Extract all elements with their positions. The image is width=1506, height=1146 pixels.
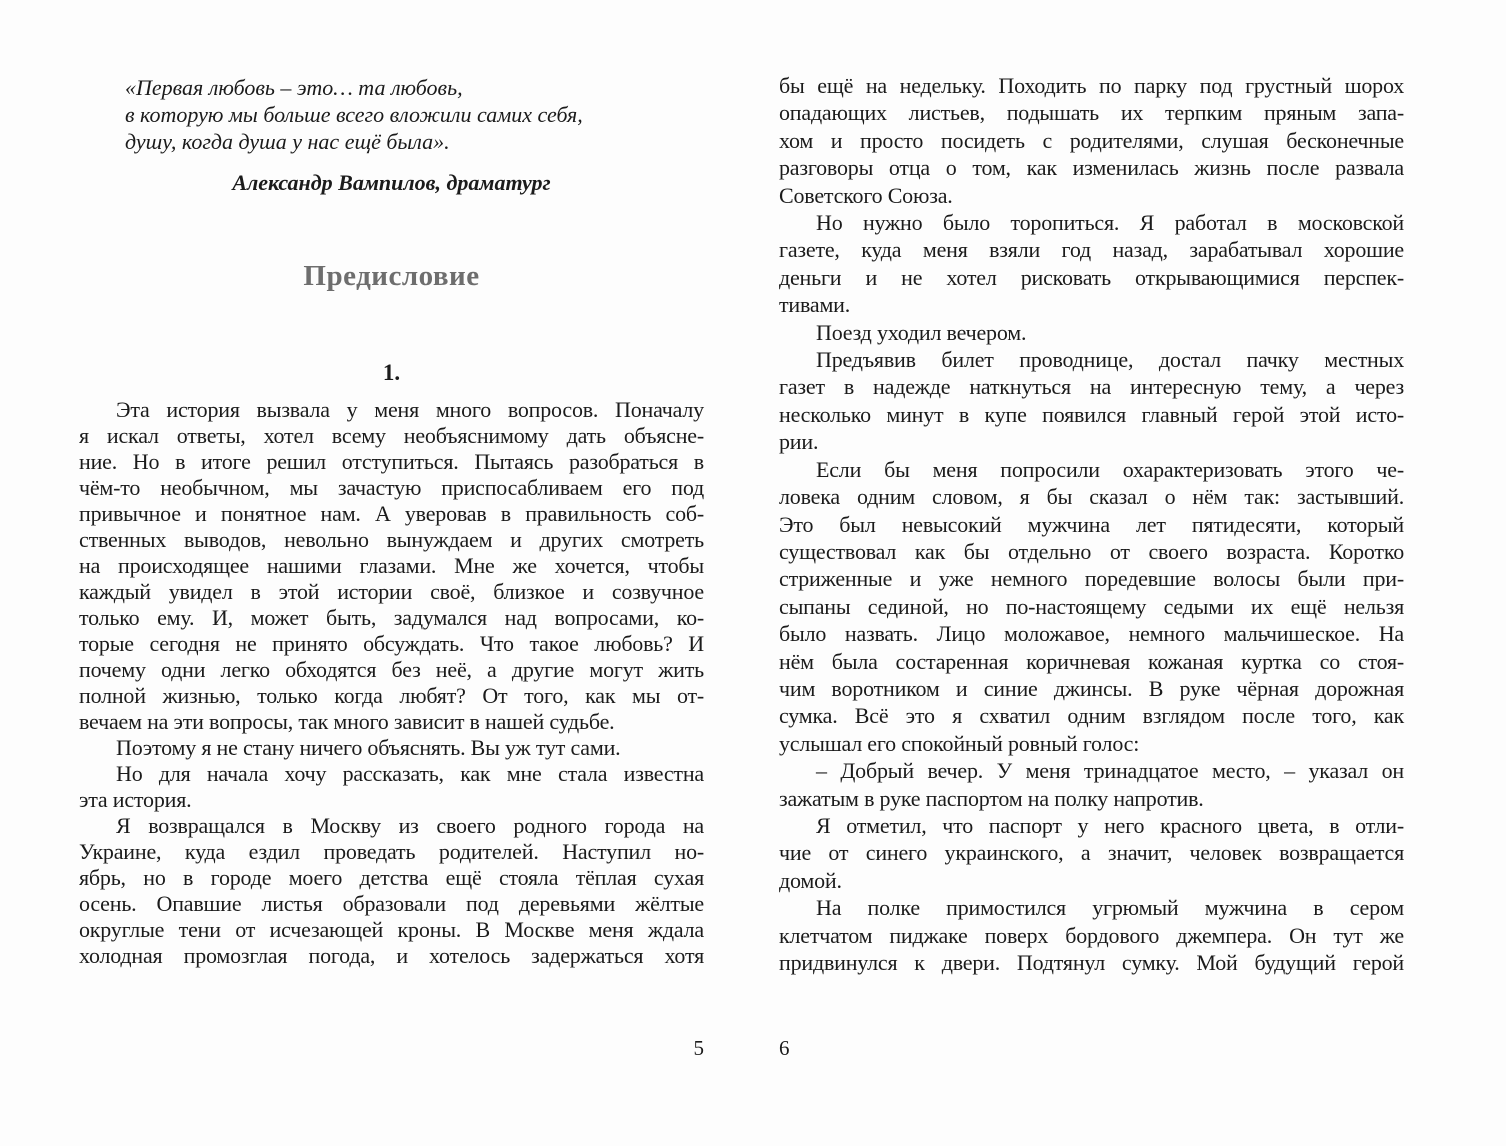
paragraph [779,757,1404,812]
paragraph [79,397,704,735]
page-number-right: 6 [779,1036,790,1060]
text-line: газете, куда меня взяли год назад, зарабатывал хорошие [779,237,1404,263]
text-line: услышал его спокойный ровный голос: [779,730,1140,756]
text-line: ябрь, но в городе моего детства ещё стояла тёплая сухая [79,865,704,890]
text-line: – Добрый вечер. У меня тринадцатое место, – указал он [816,758,1404,784]
text-line: ние. Но в итоге решил отступиться. Пытаясь разобраться в [79,449,704,474]
page-right-body [779,72,1404,976]
text-line: нём была состаренная коричневая кожаная куртка со стоя- [779,648,1404,674]
page-left-body [79,397,704,969]
paragraph [779,346,1404,456]
epigraph-line: в которую мы больше всего вложили самих себя, [125,102,583,127]
text-line: Поэтому я не стану ничего объяснять. Вы уж тут сами. [116,735,621,760]
page-number-left: 5 [693,1036,704,1060]
text-line: почему одни легко обходятся без неё, а другие могут жить [79,657,704,682]
paragraph [779,209,1404,319]
text-line: опадающих листьев, подышать их терпким пряным запа- [779,100,1404,126]
text-line: Эта история вызвала у меня много вопросов. Поначалу [116,397,704,422]
section-number: 1. [382,360,401,385]
text-line: Если бы меня попросили охарактеризовать этого че- [816,456,1404,482]
paragraph [79,735,704,761]
chapter-title: Предисловие [303,260,480,292]
paragraph [79,813,704,969]
text-line: ственных выводов, невольно вынуждаем и других смотреть [79,527,704,552]
text-line: Я возвращался в Москву из своего родного города на [116,813,704,838]
text-line: придвинулся к двери. Подтянул сумку. Мой будущий герой [779,950,1404,975]
text-line: домой. [779,867,842,893]
text-line: сыпаны сединой, но по-настоящему седыми их ещё нельзя [779,593,1404,619]
text-line: На полке примостился угрюмый мужчина в сером [816,895,1404,921]
text-line: чём-то необычном, мы зачастую приспосабливаем его под [79,475,704,500]
text-line: хом и просто посидеть с родителями, слушая бесконечные [779,127,1404,153]
epigraph-attribution: Александр Вампилов, драматург [232,170,551,195]
paragraph [779,72,1404,209]
text-line: стриженные и уже немного поредевшие волосы были при- [779,566,1404,592]
text-line: привычное и понятное нам. А уверовав в правильность соб- [79,501,704,526]
paragraph [779,456,1404,757]
text-line: несколько минут в купе появился главный герой этой исто- [779,401,1404,427]
text-line: чим воротником и синие джинсы. В руке чёрная дорожная [779,675,1404,701]
text-line: вечаем на эти вопросы, так много зависит в нашей судьбе. [79,709,615,734]
epigraph-line: «Первая любовь – это… та любовь, [125,75,463,100]
text-line: только ему. И, может быть, задумался над вопросами, ко- [79,605,704,630]
text-line: каждый увидел в этой истории своё, близкое и созвучное [79,579,704,604]
text-line: чие от синего украинского, а значит, человек возвращается [779,840,1404,866]
text-line: Но для начала хочу рассказать, как мне стала известна [116,761,704,786]
text-line: было назвать. Лицо моложавое, немного мальчишеское. На [779,621,1404,647]
paragraph [779,319,1404,346]
text-line: Предъявив билет проводнице, достал пачку местных [816,347,1404,373]
text-line: бы ещё на недельку. Походить по парку под грустный шорох [779,73,1404,98]
text-line: Это был невысокий мужчина лет пятидесяти, который [779,511,1404,537]
text-line: ловека одним словом, я бы сказал о нём так: застывший. [779,484,1404,510]
text-line: я искал ответы, хотел всему необъяснимому дать объясне- [79,423,704,448]
epigraph-line: душу, когда душа у нас ещё была». [125,129,450,154]
text-line: округлые тени от исчезающей кроны. В Москве меня ждала [79,917,704,942]
paragraph [779,894,1404,976]
text-line: Советского Союза. [779,182,953,208]
page-right [779,0,1404,1146]
text-line: полной жизнью, только когда любят? От того, как мы от- [79,683,704,708]
text-line: на происходящее нашими глазами. Мне же хочется, чтобы [79,553,704,578]
text-line: Я отметил, что паспорт у него красного цвета, в отли- [816,812,1404,838]
text-line: клетчатом пиджаке поверх бордового джемпера. Он тут же [779,922,1404,948]
text-line: эта история. [79,787,192,812]
text-line: осень. Опавшие листья образовали под деревьями жёлтые [79,891,704,916]
text-line: торые сегодня не принято обсуждать. Что такое любовь? И [79,631,704,656]
paragraph [79,761,704,813]
epigraph [125,74,704,155]
text-line: зажатым в руке паспортом на полку напротив. [779,785,1204,811]
text-line: газет в надежде наткнуться на интересную тему, а через [779,374,1404,400]
text-line: сумка. Всё это я схватил одним взглядом после того, как [779,703,1404,729]
paragraph [779,812,1404,894]
text-line: разговоры отца о том, как изменилась жизнь после развала [779,155,1404,181]
text-line: Поезд уходил вечером. [816,319,1027,345]
text-line: Но нужно было торопиться. Я работал в московской [816,210,1404,236]
text-line: деньги и не хотел рисковать открывающимися перспек- [779,264,1404,290]
text-line: тивами. [779,292,851,318]
page-left [79,0,704,1146]
text-line: рии. [779,429,819,455]
text-line: Украине, куда ездил проведать родителей. Наступил но- [79,839,704,864]
text-line: существовал как бы отдельно от своего возраста. Коротко [779,538,1404,564]
text-line: холодная промозглая погода, и хотелось задержаться хотя [79,943,704,968]
